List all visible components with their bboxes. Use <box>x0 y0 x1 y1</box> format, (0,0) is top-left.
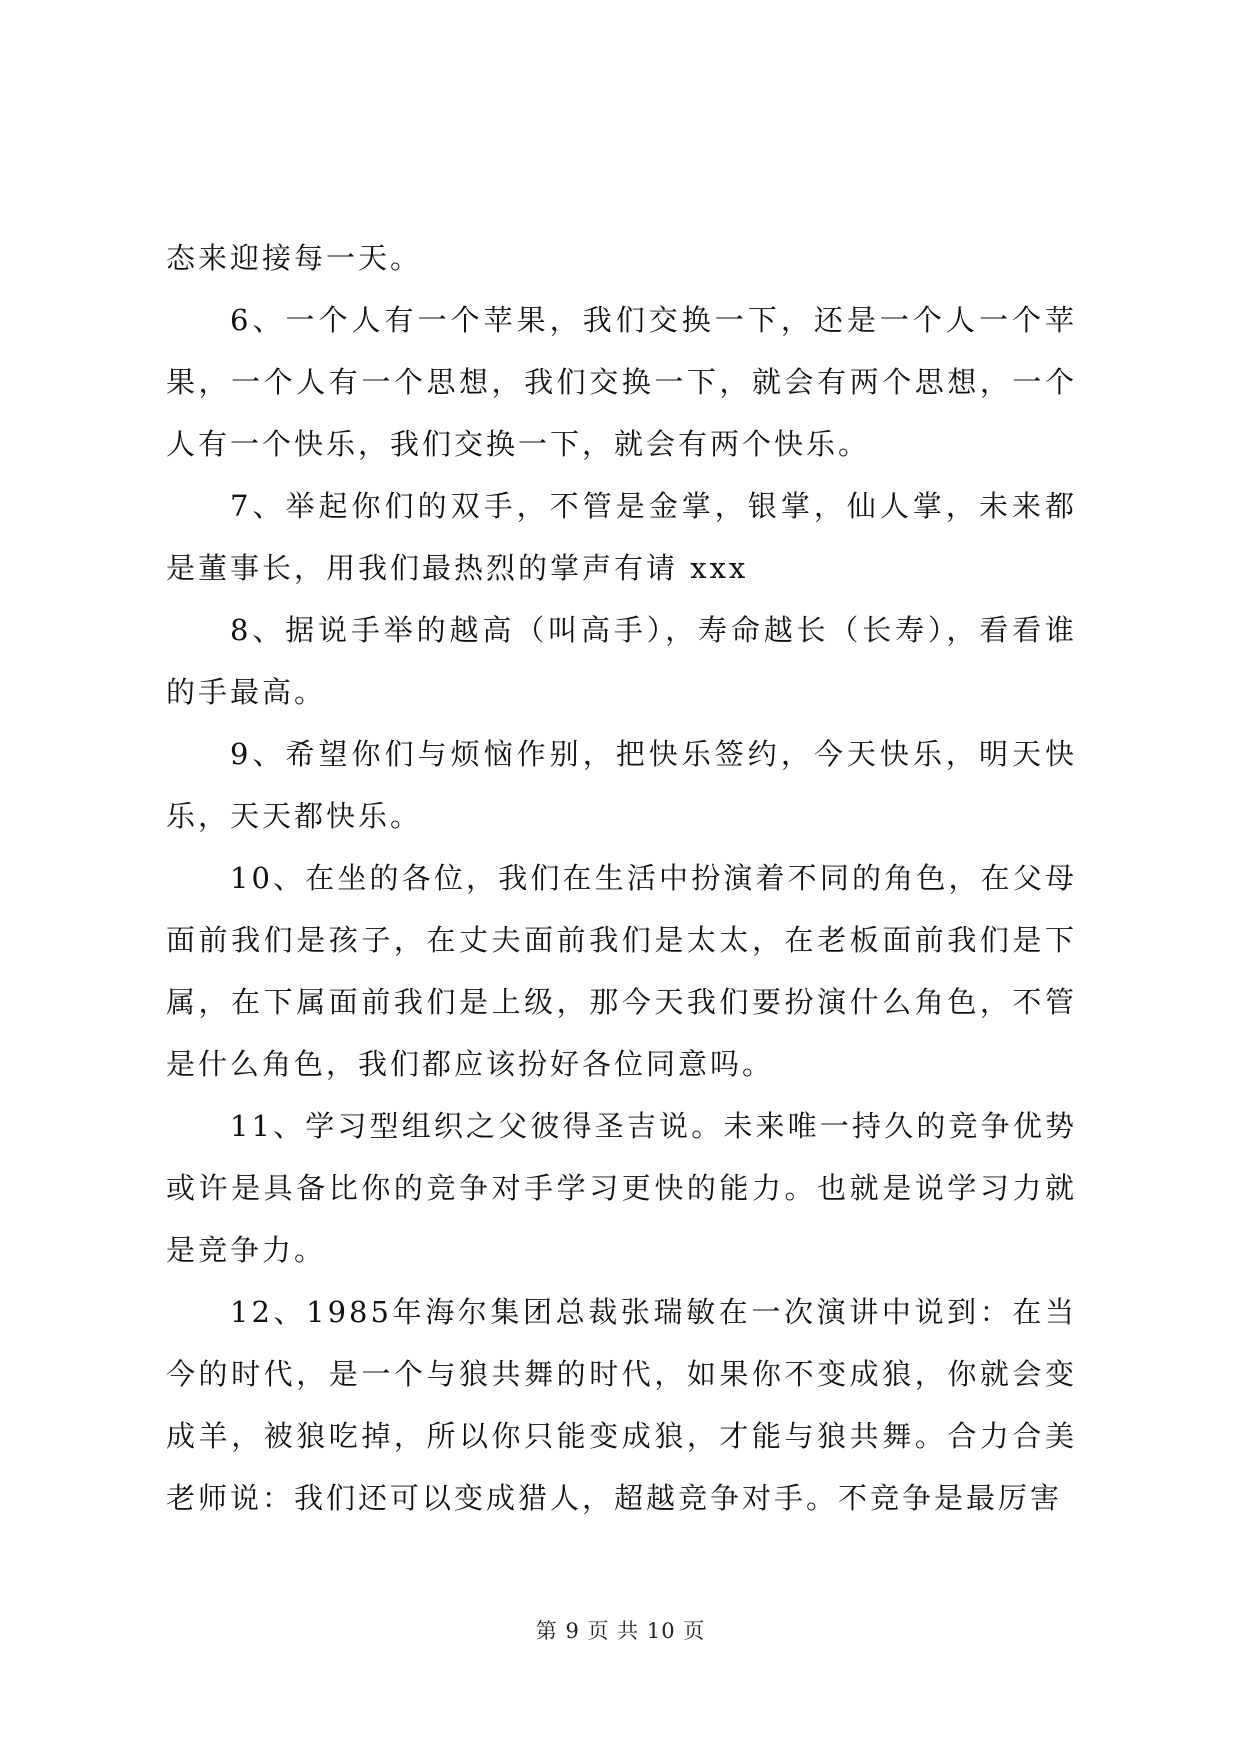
paragraph-item-12: 12、1985年海尔集团总裁张瑞敏在一次演讲中说到：在当今的时代，是一个与狼共舞的时代，如果你不变成狼，你就会变成羊，被狼吃掉，所以你只能变成狼，才能与狼共舞。合力合美老师说：我们还可以变成猎人，超越竞争对手。不竞争是最厉害 <box>166 1295 1077 1515</box>
paragraph-continuation: 态来迎接每一天。 <box>166 241 423 275</box>
paragraph-item-11: 11、学习型组织之父彼得圣吉说。未来唯一持久的竞争优势或许是具备比你的竞争对手学习更快的能力。也就是说学习力就是竞争力。 <box>166 1109 1077 1267</box>
paragraph-item-9: 9、希望你们与烦恼作别，把快乐签约，今天快乐，明天快乐，天天都快乐。 <box>166 737 1077 833</box>
paragraph-item-7: 7、举起你们的双手，不管是金掌，银掌，仙人掌，未来都是董事长，用我们最热烈的掌声有请 xxx <box>166 489 1077 585</box>
paragraph-item-10: 10、在坐的各位，我们在生活中扮演着不同的角色，在父母面前我们是孩子，在丈夫面前我们是太太，在老板面前我们是下属，在下属面前我们是上级，那今天我们要扮演什么角色，不管是什么角色，我们都应该扮好各位同意吗。 <box>166 861 1077 1081</box>
paragraph-item-6: 6、一个人有一个苹果，我们交换一下，还是一个人一个苹果，一个人有一个思想，我们交换一下，就会有两个思想，一个人有一个快乐，我们交换一下，就会有两个快乐。 <box>166 303 1077 461</box>
page-number-footer: 第 9 页 共 10 页 <box>535 1619 706 1643</box>
paragraph-item-8: 8、据说手举的越高（叫高手），寿命越长（长寿），看看谁的手最高。 <box>166 613 1077 709</box>
document-body <box>166 227 1077 1529</box>
